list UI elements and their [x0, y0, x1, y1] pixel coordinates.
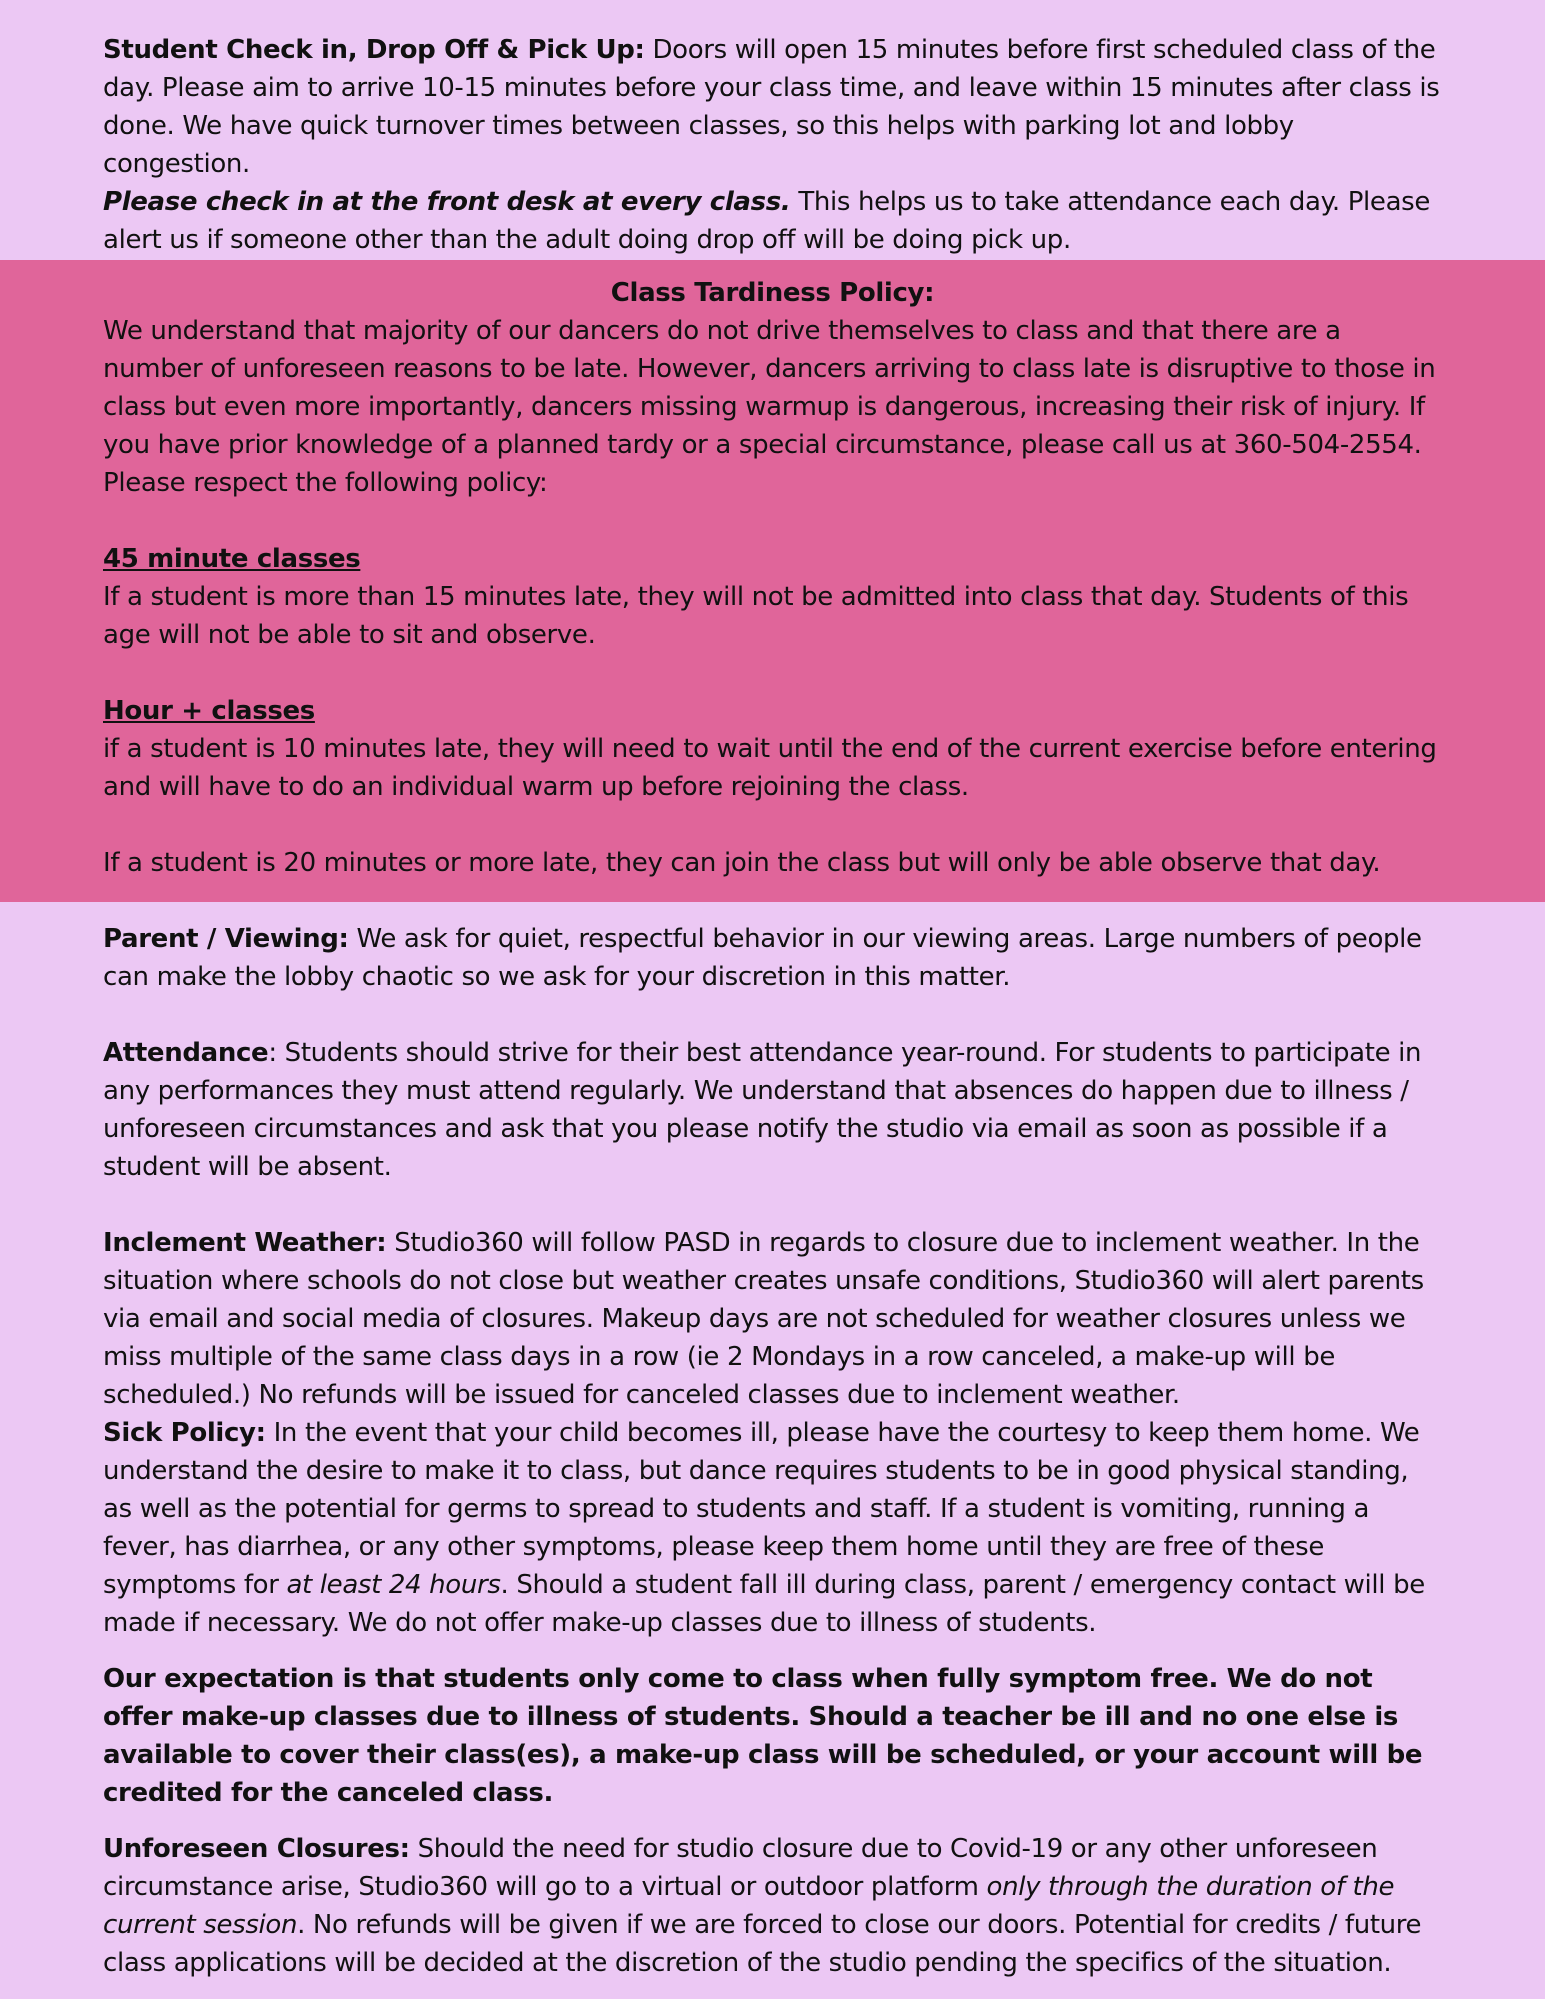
viewing-paragraph — [103, 920, 1442, 996]
weather-text: Studio360 will follow PASD in regards to closure due to inclement weather. In the situation where schools do not close but weather creates unsafe conditions, Studio360 will alert parents via email and social media of closures. Makeup days are not scheduled for weather closures unless we miss multiple of the same class days in a row (ie 2 Mondays in a row canceled, a make-up will be scheduled.) No refunds will be issued for canceled classes due to inclement weather. — [103, 1228, 1424, 1410]
hour-class-heading: Hour + classes — [103, 696, 315, 726]
checkin-section — [0, 0, 1545, 260]
front-desk-text: This helps us to take attendance each day. Please alert us if someone other than the adult doing drop off will be doing pick up. — [103, 187, 1431, 255]
hour-class-text-1: if a student is 10 minutes late, they will need to wait until the end of the current exercise before entering and will have to do an individual warm up before rejoining the class. — [103, 734, 1437, 802]
checkin-paragraph — [103, 31, 1442, 183]
closures-text-1: Should the need for studio closure due to Covid-19 or any other unforeseen circumstance arise, Studio360 will go to a virtual or outdoor platform — [103, 1834, 1378, 1902]
tardiness-title: Class Tardiness Policy: — [610, 278, 935, 308]
sick-paragraph — [103, 1414, 1442, 1642]
closures-emphasis: only through the duration of the current session — [103, 1872, 1395, 1940]
short-class-text: If a student is more than 15 minutes late, they will not be admitted into class that day. Students of this age will not be able to sit and observe. — [103, 582, 1409, 650]
viewing-text: We ask for quiet, respectful behavior in our viewing areas. Large numbers of people can make the lobby chaotic so we ask for your discretion in this matter. — [103, 924, 1422, 992]
front-desk-label: Please check in at the front desk at every class. — [103, 187, 791, 217]
checkin-text: Doors will open 15 minutes before first scheduled class of the day. Please aim to arrive 10-15 minutes before your class time, and leave within 15 minutes after class is done. We have quick turnover times between classes, so this helps with parking lot and lobby congestion. — [103, 35, 1440, 179]
viewing-label: Parent / Viewing: — [103, 924, 349, 954]
short-class-heading: 45 minute classes — [103, 544, 361, 574]
sick-emphasis: at least 24 hours — [286, 1570, 501, 1600]
weather-paragraph — [103, 1224, 1442, 1414]
hour-class-text-2: If a student is 20 minutes or more late, they can join the class but will only be able observe that day. — [103, 848, 1381, 878]
weather-label: Inclement Weather: — [103, 1228, 387, 1258]
checkin-label: Student Check in, Drop Off & Pick Up: — [103, 35, 645, 65]
sick-label: Sick Policy: — [103, 1418, 266, 1448]
closures-text-2: . No refunds will be given if we are forced to close our doors. Potential for credits / future class applications will be decided at the discretion of the studio pending the specifics of the situation. — [103, 1910, 1422, 1978]
attendance-paragraph — [103, 1034, 1442, 1186]
closures-paragraph — [103, 1830, 1442, 1982]
attendance-text: : Students should strive for their best attendance year-round. For students to participate in any performances they must attend regularly. We understand that absences do happen due to illness / unforeseen circumstances and ask that you please notify the studio via email as soon as possible if a student will be absent. — [103, 1038, 1422, 1182]
closures-label: Unforeseen Closures: — [103, 1834, 410, 1864]
sick-text-2: . Should a student fall ill during class, parent / emergency contact will be made if necessary. We do not offer make-up classes due to illness of students. — [103, 1570, 1425, 1638]
general-policies-section — [0, 902, 1545, 1999]
sick-text-1: In the event that your child becomes ill, please have the courtesy to keep them home. We understand the desire to make it to class, but dance requires students to be in good physical standing, as well as the potential for germs to spread to students and staff. If a student is vomiting, running a fever, has diarrhea, or any other symptoms, please keep them home until they are free of these symptoms for — [103, 1418, 1420, 1600]
attendance-label: Attendance — [103, 1038, 269, 1068]
expectation-paragraph: Our expectation is that students only come to class when fully symptom free. We do not offer make-up classes due to illness of students. Should a teacher be ill and no one else is available to cover their class(es), a make-up class will be scheduled, or your account will be credited for the canceled class. — [103, 1664, 1423, 1808]
tardiness-section — [0, 260, 1545, 902]
front-desk-paragraph — [103, 183, 1442, 259]
tardiness-intro: We understand that majority of our dancers do not drive themselves to class and that there are a number of unforeseen reasons to be late. However, dancers arriving to class late is disruptive to those in class but even more importantly, dancers missing warmup is dangerous, increasing their risk of injury. If you have prior knowledge of a planned tardy or a special circumstance, please call us at 360-504-2554. Please respect the following policy: — [103, 316, 1436, 498]
